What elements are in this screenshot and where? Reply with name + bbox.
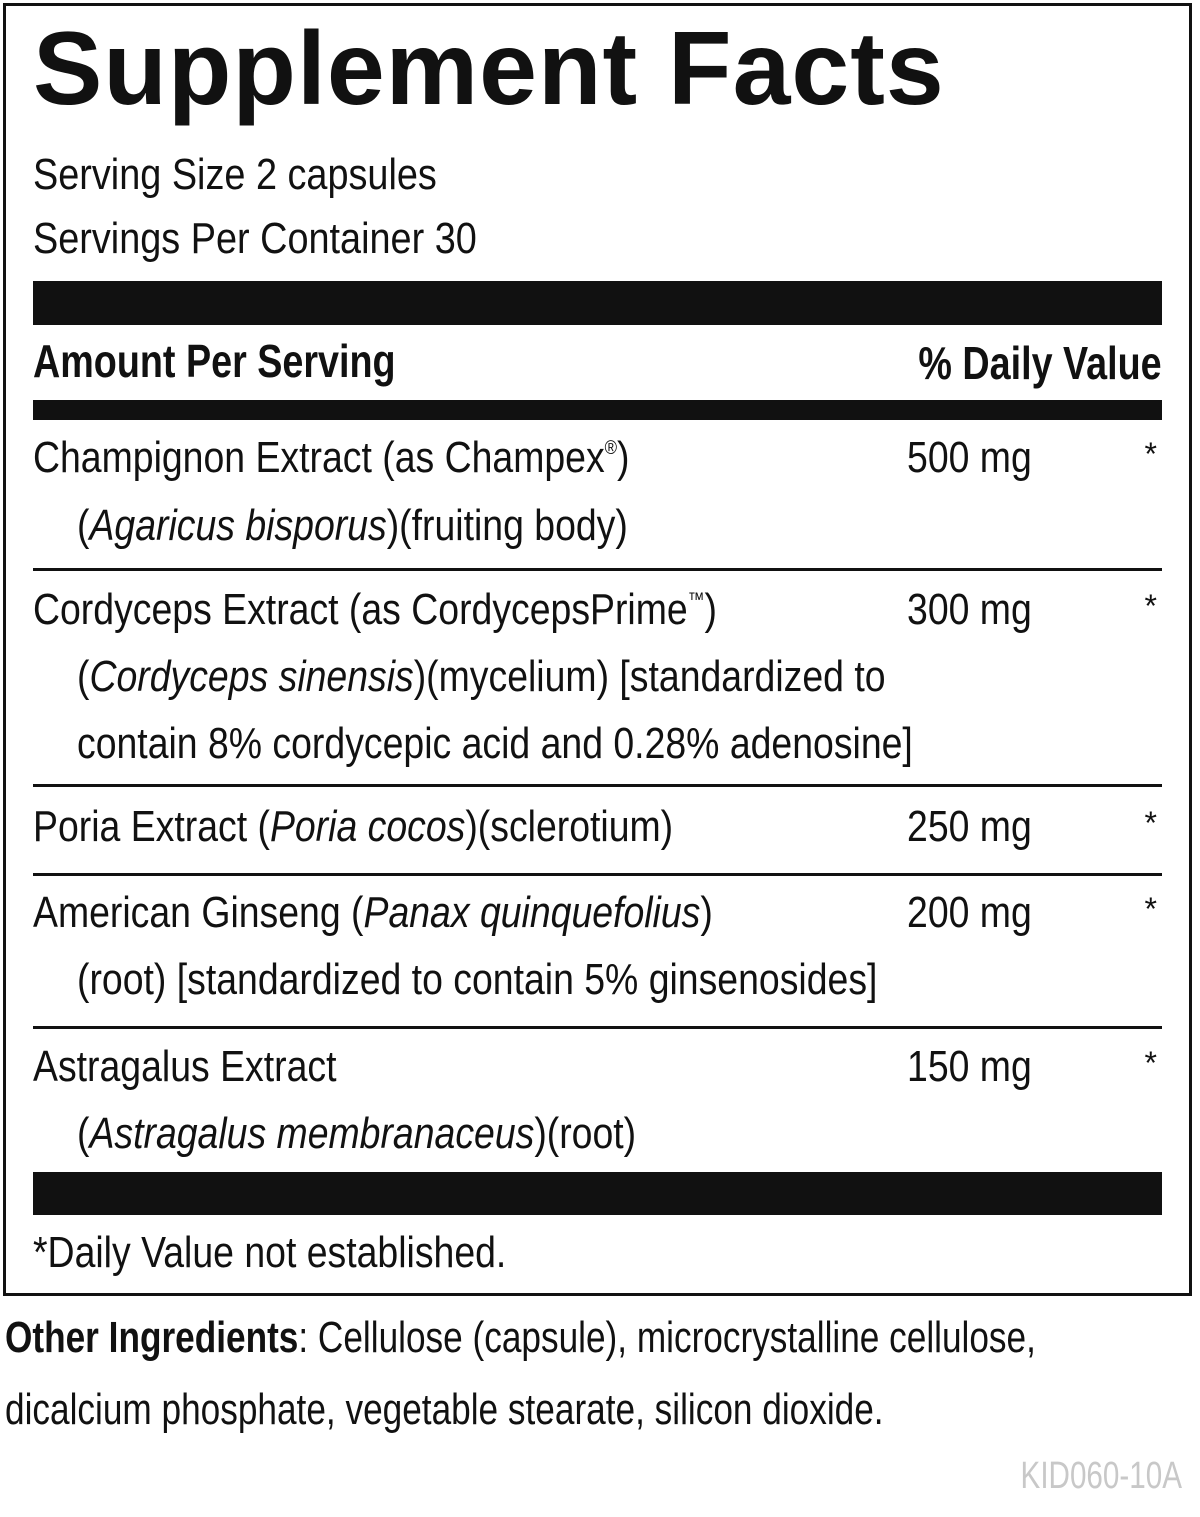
ingredient-standardization-line: (root) [standardized to contain 5% ginsenosides]	[77, 955, 878, 1004]
daily-value-asterisk: *	[1144, 1045, 1157, 1081]
other-ingredients-label: Other Ingredients	[5, 1313, 299, 1362]
trademark-mark: ™	[687, 589, 705, 612]
servings-per-container: Servings Per Container 30	[33, 214, 477, 263]
ingredient-name-line: Champignon Extract (as Champex®)	[33, 433, 630, 482]
ingredient-source-line: (Agaricus bisporus)(fruiting body)	[77, 501, 628, 550]
row-divider	[33, 873, 1162, 876]
panel-title: Supplement Facts	[33, 11, 945, 127]
ingredient-amount: 200 mg	[907, 888, 1032, 937]
serving-size: Serving Size 2 capsules	[33, 150, 437, 199]
other-ingredients-line: Other Ingredients: Cellulose (capsule), microcrystalline cellulose,	[5, 1313, 1036, 1362]
row-divider	[33, 784, 1162, 787]
other-ingredients-line: dicalcium phosphate, vegetable stearate, silicon dioxide.	[5, 1385, 884, 1434]
daily-value-asterisk: *	[1144, 436, 1157, 472]
daily-value-footnote: *Daily Value not established.	[33, 1228, 507, 1277]
daily-value-asterisk: *	[1144, 891, 1157, 927]
divider-thick-bottom	[33, 1172, 1162, 1215]
daily-value-asterisk: *	[1144, 588, 1157, 624]
ingredient-amount: 150 mg	[907, 1042, 1032, 1091]
ingredient-name-line: Poria Extract (Poria cocos)(sclerotium)	[33, 802, 674, 851]
amount-per-serving-header: Amount Per Serving	[33, 335, 396, 387]
row-divider	[33, 568, 1162, 571]
row-divider	[33, 1026, 1162, 1029]
ingredient-amount: 300 mg	[907, 585, 1032, 634]
daily-value-header: % Daily Value	[918, 337, 1162, 389]
divider-header	[33, 400, 1162, 420]
ingredient-amount: 250 mg	[907, 802, 1032, 851]
ingredient-standardization-line: contain 8% cordycepic acid and 0.28% adenosine]	[77, 719, 913, 768]
ingredient-amount: 500 mg	[907, 433, 1032, 482]
divider-thick-top	[33, 281, 1162, 325]
product-code: KID060-10A	[1020, 1455, 1182, 1497]
ingredient-source-line: (Astragalus membranaceus)(root)	[77, 1109, 637, 1158]
ingredient-name-line: Astragalus Extract	[33, 1042, 337, 1091]
ingredient-source-line: (Cordyceps sinensis)(mycelium) [standardized to	[77, 652, 886, 701]
ingredient-name-line: American Ginseng (Panax quinquefolius)	[33, 888, 713, 937]
daily-value-asterisk: *	[1144, 805, 1157, 841]
registered-mark: ®	[604, 437, 618, 460]
ingredient-name-line: Cordyceps Extract (as CordycepsPrime™)	[33, 585, 717, 634]
